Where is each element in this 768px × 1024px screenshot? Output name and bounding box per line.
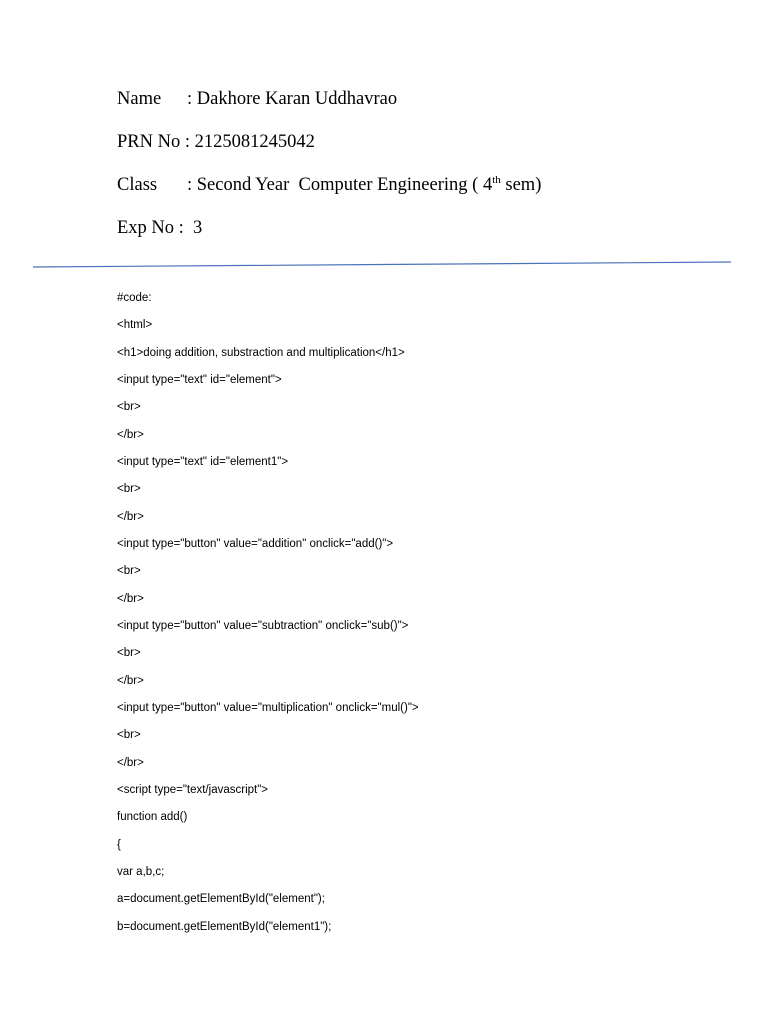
code-line: <h1>doing addition, substraction and multiplication</h1> — [117, 346, 405, 359]
divider-line — [33, 262, 731, 267]
code-line: </br> — [117, 592, 144, 605]
code-line: b=document.getElementById("element1"); — [117, 920, 332, 933]
class-value-suffix: sem) — [500, 175, 542, 195]
name-label: Name — [117, 89, 162, 109]
code-line: <script type="text/javascript"> — [117, 783, 269, 796]
prn-label: PRN No — [117, 132, 181, 152]
code-line: function add() — [117, 811, 188, 824]
code-line: <br> — [117, 483, 141, 496]
class-label: Class — [117, 175, 158, 195]
code-line: </br> — [117, 674, 144, 687]
exp-label: Exp No — [117, 218, 175, 238]
code-line: <html> — [117, 319, 153, 332]
exp-value: : 3 — [178, 218, 203, 238]
code-line: <input type="text" id="element"> — [117, 373, 282, 386]
code-line: <br> — [117, 401, 141, 414]
code-line: </br> — [117, 510, 144, 523]
code-line: <input type="text" id="element1"> — [117, 455, 289, 468]
code-line: <br> — [117, 565, 141, 578]
code-line: </br> — [117, 428, 144, 441]
class-value-prefix: : Second Year Computer Engineering ( 4 — [187, 175, 493, 195]
code-line: <br> — [117, 729, 141, 742]
name-value: : Dakhore Karan Uddhavrao — [187, 89, 398, 109]
code-line: <input type="button" value="multiplication" onclick="mul()"> — [117, 701, 419, 714]
prn-value: : 2125081245042 — [184, 132, 315, 152]
code-line: </br> — [117, 756, 144, 769]
code-line: var a,b,c; — [117, 865, 165, 878]
code-line: a=document.getElementById("element"); — [117, 893, 325, 906]
class-value-superscript: th — [492, 174, 501, 186]
code-block — [117, 285, 419, 941]
code-line: { — [117, 838, 121, 851]
header-divider — [0, 0, 768, 280]
code-line: #code: — [117, 292, 152, 304]
code-line: <input type="button" value="addition" onclick="add()"> — [117, 537, 394, 550]
code-line: <br> — [117, 647, 141, 660]
code-line: <input type="button" value="subtraction" onclick="sub()"> — [117, 619, 409, 632]
